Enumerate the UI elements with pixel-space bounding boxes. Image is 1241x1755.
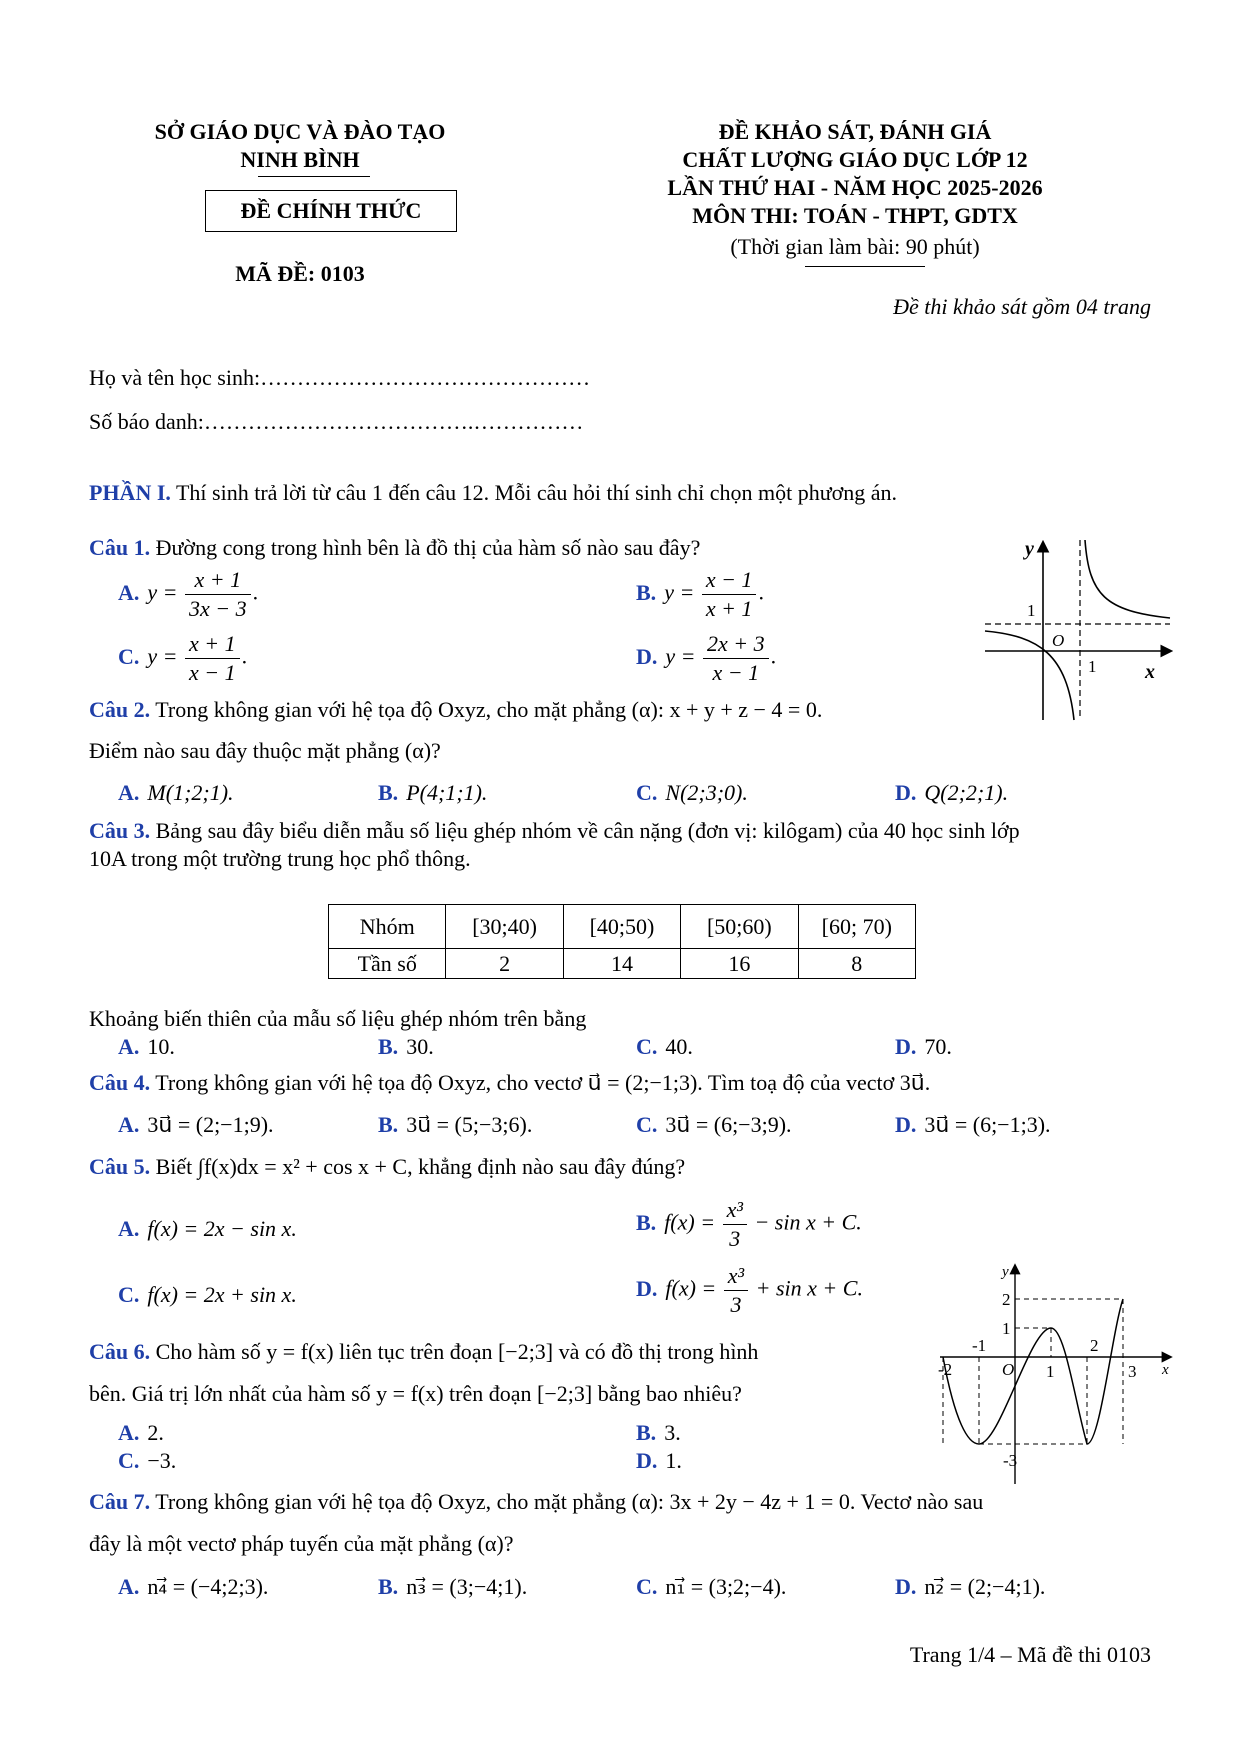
q1-label: Câu 1. bbox=[89, 535, 151, 560]
q6-b-value: 3. bbox=[664, 1420, 681, 1445]
q3-cell-group-1: [30;40) bbox=[446, 905, 563, 949]
q1-d-fraction bbox=[703, 630, 769, 687]
q7-option-a[interactable] bbox=[118, 1574, 268, 1600]
q5-label: Câu 5. bbox=[89, 1154, 151, 1179]
q6-label-x2: 2 bbox=[1090, 1336, 1099, 1355]
q3-b-value: 30. bbox=[406, 1034, 434, 1059]
q3-option-d[interactable] bbox=[895, 1034, 952, 1060]
q1-tick-x: 1 bbox=[1088, 657, 1097, 676]
province-name: NINH BÌNH bbox=[240, 147, 360, 172]
q2-option-c[interactable] bbox=[636, 780, 748, 806]
q1-b-label: B. bbox=[636, 579, 657, 605]
q6-label-ym3: -3 bbox=[1003, 1451, 1018, 1470]
q2-option-b[interactable] bbox=[378, 780, 487, 806]
q7-text: Trong không gian với hệ tọa độ Oxyz, cho mặt phẳng (α): 3x + 2y − 4z + 1 = 0. Vectơ nào sau bbox=[150, 1489, 984, 1514]
q6-option-a[interactable] bbox=[118, 1420, 164, 1446]
question-2 bbox=[89, 697, 822, 723]
q5-b-label: B. bbox=[636, 1209, 657, 1235]
q2-b-value: P(4;1;1). bbox=[406, 780, 488, 805]
q1-d-num: 2x + 3 bbox=[703, 630, 769, 659]
q6-label-y1: 1 bbox=[1002, 1319, 1011, 1338]
q7-text2: đây là một vectơ pháp tuyến của mặt phẳng (α)? bbox=[89, 1531, 514, 1556]
q6-c-label: C. bbox=[118, 1448, 140, 1473]
q2-b-label: B. bbox=[378, 780, 399, 805]
q4-d-value: 3u⃗ = (6;−1;3). bbox=[924, 1112, 1051, 1137]
q5-d-den: 3 bbox=[730, 1292, 742, 1317]
q3-cell-header-group: Nhóm bbox=[329, 905, 446, 949]
q6-label-x3: 3 bbox=[1128, 1362, 1137, 1381]
q5-b-fraction bbox=[723, 1196, 747, 1253]
q6-b-label: B. bbox=[636, 1420, 657, 1445]
q4-b-label: B. bbox=[378, 1112, 399, 1137]
q1-curve-right bbox=[1085, 540, 1170, 618]
official-label: ĐỀ CHÍNH THỨC bbox=[205, 190, 457, 232]
department-name: SỞ GIÁO DỤC VÀ ĐÀO TẠO bbox=[154, 119, 446, 144]
q5-option-c[interactable] bbox=[118, 1282, 297, 1308]
q3-option-c[interactable] bbox=[636, 1034, 693, 1060]
q1-graph bbox=[985, 535, 1185, 725]
q1-c-pre: y = bbox=[147, 643, 178, 669]
q3-cell-freq-3: 16 bbox=[681, 949, 798, 979]
q2-text: Trong không gian với hệ tọa độ Oxyz, cho mặt phẳng (α): x + y + z − 4 = 0. bbox=[150, 697, 823, 722]
q6-label: Câu 6. bbox=[89, 1339, 151, 1364]
exam-subject: MÔN THI: TOÁN - THPT, GDTX bbox=[692, 203, 1018, 228]
q7-c-label: C. bbox=[636, 1574, 658, 1599]
q3-cell-group-3: [50;60) bbox=[681, 905, 798, 949]
q3-cell-freq-1: 2 bbox=[446, 949, 563, 979]
q1-a-den: 3x − 3 bbox=[189, 596, 247, 621]
q3-a-label: A. bbox=[118, 1034, 140, 1059]
q3-b-label: B. bbox=[378, 1034, 399, 1059]
q2-c-value: N(2;3;0). bbox=[665, 780, 748, 805]
student-id-field[interactable]: Số báo danh:……………………………….…………… bbox=[89, 409, 584, 434]
q7-d-value: n₂⃗ = (2;−4;1). bbox=[924, 1574, 1046, 1599]
q6-option-b[interactable] bbox=[636, 1420, 681, 1446]
q5-a-value: f(x) = 2x − sin x. bbox=[147, 1216, 297, 1241]
q1-c-label: C. bbox=[118, 643, 140, 669]
q1-option-a[interactable]: A. y = $\frac{x + 1}{3x - 3}$ . bbox=[118, 567, 259, 621]
q7-option-c[interactable] bbox=[636, 1574, 786, 1600]
q4-b-value: 3u⃗ = (5;−3;6). bbox=[406, 1112, 533, 1137]
q7-c-value: n₁⃗ = (3;2;−4). bbox=[665, 1574, 787, 1599]
q7-a-label: A. bbox=[118, 1574, 140, 1599]
q1-a-label: A. bbox=[118, 579, 140, 605]
q6-label-xm1: -1 bbox=[972, 1336, 987, 1355]
q5-d-label: D. bbox=[636, 1275, 658, 1301]
q4-a-label: A. bbox=[118, 1112, 140, 1137]
q5-d-post: + sin x + C. bbox=[755, 1275, 863, 1301]
q5-option-a[interactable] bbox=[118, 1216, 297, 1242]
q1-b-den: x + 1 bbox=[705, 596, 753, 621]
q5-option-b[interactable] bbox=[636, 1196, 862, 1253]
q2-a-value: M(1;2;1). bbox=[147, 780, 234, 805]
q3-cell-freq-4: 8 bbox=[798, 949, 915, 979]
question-4 bbox=[89, 1070, 930, 1096]
q6-a-value: 2. bbox=[147, 1420, 164, 1445]
q1-tick-y: 1 bbox=[1027, 601, 1036, 620]
q6-text2: bên. Giá trị lớn nhất của hàm số y = f(x) trên đoạn [−2;3] bằng bao nhiêu? bbox=[89, 1381, 742, 1406]
q1-x-label: x bbox=[1145, 661, 1155, 683]
q3-d-label: D. bbox=[895, 1034, 917, 1059]
exam-title-line3: LẦN THỨ HAI - NĂM HỌC 2025-2026 bbox=[667, 175, 1043, 200]
q4-a-value: 3u⃗ = (2;−1;9). bbox=[147, 1112, 274, 1137]
q5-a-label: A. bbox=[118, 1216, 140, 1241]
q6-a-label: A. bbox=[118, 1420, 140, 1445]
q3-label: Câu 3. bbox=[89, 818, 151, 843]
q6-text: Cho hàm số y = f(x) liên tục trên đoạn [−2;3] và có đồ thị trong hình bbox=[150, 1339, 759, 1364]
q6-d-value: 1. bbox=[665, 1448, 682, 1473]
q7-b-value: n₃⃗ = (3;−4;1). bbox=[406, 1574, 528, 1599]
q6-c-value: −3. bbox=[147, 1448, 177, 1473]
part1-text: Thí sinh trả lời từ câu 1 đến câu 12. Mỗi câu hỏi thí sinh chỉ chọn một phương án. bbox=[170, 480, 898, 505]
student-name-field[interactable]: Họ và tên học sinh:……………………………………… bbox=[89, 365, 591, 390]
q3-d-value: 70. bbox=[924, 1034, 952, 1059]
part1-instruction bbox=[89, 480, 897, 506]
q5-d-pre: f(x) = bbox=[665, 1275, 717, 1301]
question-3 bbox=[89, 818, 1020, 844]
q5-c-value: f(x) = 2x + sin x. bbox=[147, 1282, 297, 1307]
question-1 bbox=[89, 535, 700, 561]
q3-option-b[interactable] bbox=[378, 1034, 434, 1060]
q2-d-label: D. bbox=[895, 780, 917, 805]
q3-text: Bảng sau đây biểu diễn mẫu số liệu ghép nhóm về cân nặng (đơn vị: kilôgam) của 40 học sinh lớp bbox=[150, 818, 1020, 843]
q3-text2: 10A trong một trường trung học phổ thông. bbox=[89, 846, 471, 871]
q3-cell-header-freq: Tần số bbox=[329, 949, 446, 979]
q4-label: Câu 4. bbox=[89, 1070, 151, 1095]
q1-origin-label: O bbox=[1052, 631, 1065, 650]
q6-y-label: y bbox=[1002, 1264, 1009, 1280]
q7-b-label: B. bbox=[378, 1574, 399, 1599]
q4-c-value: 3u⃗ = (6;−3;9). bbox=[665, 1112, 792, 1137]
q5-d-fraction bbox=[724, 1262, 748, 1319]
q6-curve bbox=[943, 1299, 1123, 1444]
q1-option-d[interactable]: D. y = $\frac{2x + 3}{x - 1}$ . bbox=[636, 631, 777, 685]
part1-label: PHẦN I. bbox=[89, 480, 171, 505]
q2-label: Câu 2. bbox=[89, 697, 151, 722]
q7-d-label: D. bbox=[895, 1574, 917, 1599]
q5-text: Biết ∫f(x)dx = x² + cos x + C, khẳng định nào sau đây đúng? bbox=[150, 1154, 686, 1179]
q1-text: Đường cong trong hình bên là đồ thị của hàm số nào sau đây? bbox=[150, 535, 701, 560]
q1-d-den: x − 1 bbox=[712, 660, 760, 685]
exam-title-line1: ĐỀ KHẢO SÁT, ĐÁNH GIÁ bbox=[718, 119, 992, 144]
q3-c-value: 40. bbox=[665, 1034, 693, 1059]
exam-duration: (Thời gian làm bài: 90 phút) bbox=[730, 234, 980, 259]
q5-b-num: x³ bbox=[723, 1196, 747, 1225]
q3-question: Khoảng biến thiên của mẫu số liệu ghép nhóm trên bằng bbox=[89, 1006, 587, 1031]
question-7 bbox=[89, 1489, 983, 1515]
q3-frequency-table bbox=[328, 904, 916, 979]
q3-option-a[interactable] bbox=[118, 1034, 175, 1060]
q6-label-x1: 1 bbox=[1046, 1362, 1055, 1381]
q2-option-a[interactable] bbox=[118, 780, 234, 806]
header-underline-left bbox=[258, 176, 370, 177]
q5-option-d[interactable] bbox=[636, 1262, 863, 1319]
q3-c-label: C. bbox=[636, 1034, 658, 1059]
q2-text2: Điểm nào sau đây thuộc mặt phẳng (α)? bbox=[89, 738, 441, 763]
page-footer: Trang 1/4 – Mã đề thi 0103 bbox=[909, 1642, 1151, 1667]
q1-d-label: D. bbox=[636, 643, 658, 669]
q1-b-fraction bbox=[702, 566, 757, 623]
q3-a-value: 10. bbox=[147, 1034, 175, 1059]
question-6 bbox=[89, 1339, 758, 1365]
q2-option-d[interactable] bbox=[895, 780, 1008, 806]
q4-option-c[interactable] bbox=[636, 1112, 792, 1138]
q1-y-label: y bbox=[1025, 538, 1034, 560]
header-underline-right bbox=[805, 266, 925, 267]
q6-graph bbox=[940, 1262, 1175, 1487]
q1-option-b[interactable]: B. y = $\frac{x - 1}{x + 1}$ . bbox=[636, 567, 764, 621]
q3-cell-group-4: [60; 70) bbox=[798, 905, 915, 949]
q4-option-a[interactable] bbox=[118, 1112, 274, 1138]
q5-b-post: − sin x + C. bbox=[754, 1209, 862, 1235]
q1-b-pre: y = bbox=[664, 579, 695, 605]
pages-note: Đề thi khảo sát gồm 04 trang bbox=[893, 294, 1151, 319]
q6-option-c[interactable] bbox=[118, 1448, 176, 1474]
q1-c-num: x + 1 bbox=[185, 630, 240, 659]
q5-b-pre: f(x) = bbox=[664, 1209, 716, 1235]
exam-title-line2: CHẤT LƯỢNG GIÁO DỤC LỚP 12 bbox=[682, 147, 1028, 172]
q1-c-fraction bbox=[185, 630, 240, 687]
q1-b-num: x − 1 bbox=[702, 566, 757, 595]
q6-option-d[interactable] bbox=[636, 1448, 682, 1474]
q7-option-b[interactable] bbox=[378, 1574, 527, 1600]
q6-d-label: D. bbox=[636, 1448, 658, 1473]
q1-option-c[interactable]: C. y = $\frac{x + 1}{x - 1}$ . bbox=[118, 631, 248, 685]
q5-c-label: C. bbox=[118, 1282, 140, 1307]
q2-c-label: C. bbox=[636, 780, 658, 805]
q7-option-d[interactable] bbox=[895, 1574, 1045, 1600]
q3-cell-freq-2: 14 bbox=[563, 949, 680, 979]
q5-d-num: x³ bbox=[724, 1262, 748, 1291]
q4-d-label: D. bbox=[895, 1112, 917, 1137]
q3-cell-group-2: [40;50) bbox=[563, 905, 680, 949]
q1-a-num: x + 1 bbox=[185, 566, 251, 595]
q7-a-value: n₄⃗ = (−4;2;3). bbox=[147, 1574, 269, 1599]
q1-a-pre: y = bbox=[147, 579, 178, 605]
q1-a-fraction bbox=[185, 566, 251, 623]
q4-option-d[interactable] bbox=[895, 1112, 1051, 1138]
q1-c-den: x − 1 bbox=[189, 660, 236, 685]
q6-origin-label: O bbox=[1002, 1360, 1015, 1379]
q1-d-pre: y = bbox=[665, 643, 696, 669]
q2-d-value: Q(2;2;1). bbox=[924, 780, 1009, 805]
q7-label: Câu 7. bbox=[89, 1489, 151, 1514]
q6-x-label: x bbox=[1162, 1362, 1169, 1378]
q6-label-xm2: -2 bbox=[938, 1360, 953, 1379]
exam-code: MÃ ĐỀ: 0103 bbox=[235, 261, 365, 286]
q2-a-label: A. bbox=[118, 780, 140, 805]
q4-text: Trong không gian với hệ tọa độ Oxyz, cho vectơ u⃗ = (2;−1;3). Tìm toạ độ của vectơ 3u⃗. bbox=[150, 1070, 931, 1095]
question-5 bbox=[89, 1154, 685, 1180]
q4-c-label: C. bbox=[636, 1112, 658, 1137]
q4-option-b[interactable] bbox=[378, 1112, 532, 1138]
q6-label-y2: 2 bbox=[1002, 1290, 1011, 1309]
q5-b-den: 3 bbox=[729, 1226, 741, 1251]
